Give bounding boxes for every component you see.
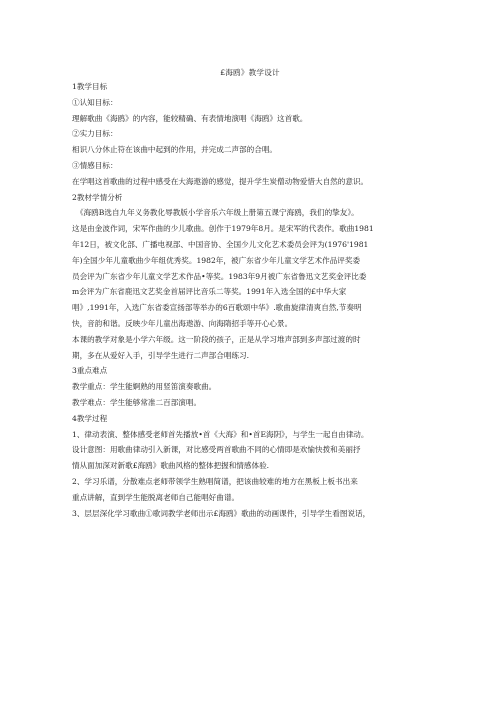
paragraph-line: 相识八分休止符在该曲中起到的作用，并完成二声部的合唱。 xyxy=(72,145,278,155)
paragraph-line: m会评为广东省鹿迅文艺奖金首届评比音乐二等奖。1991年入选全国的£中华大家 xyxy=(72,287,347,297)
heading-key-points: 3重点难点 xyxy=(72,366,108,376)
document-body xyxy=(72,79,432,521)
paragraph-line: 3、层层深化学习歌曲①歌词教学老师出示£海鸥》歌曲的动画课件，引导学生看图说话， xyxy=(72,508,371,518)
subheading-cognitive-goal: ①认知目标： xyxy=(72,97,118,107)
paragraph-line: 1、律动表演、整体感受老师首先播放•首《大海》和•首E海阴》，与学生一起自由律动。 xyxy=(72,429,369,439)
paragraph-line: 理解歌曲《海鸥》的内容，能较精确、有表情地演唱《海鸥》这首歌。 xyxy=(72,113,308,123)
paragraph-line: 教学重点：学生能婀熟的用竖笛演奏歌曲。 xyxy=(72,382,217,392)
paragraph-line: 设计意图：用歌曲律动引入新课，对比感受两首歌曲不同的心情即是欢愉快拨和美丽抒 xyxy=(72,445,361,455)
paragraph-line: 重点讲解，直到学生能脱离老师自己能唱好曲谱。 xyxy=(72,492,240,502)
subheading-ability-goal: ②实力目标： xyxy=(72,129,118,139)
paragraph-line: 教学难点：学生能够常准二百部演唱。 xyxy=(72,397,202,407)
paragraph-line: 本课的教学对象是小学六年级。这一阶段的孩子，正是从学习堆声部到多声部过渡的时 xyxy=(72,334,361,344)
heading-textbook-analysis: 2教材学情分析 xyxy=(72,192,123,202)
subheading-emotional-goal: ③情感目标： xyxy=(72,160,118,170)
paragraph-line: 快，音韵和谐。反映少年儿童出海遨游、向海隋招手等开心心景。 xyxy=(72,318,293,328)
paragraph-line: 2、学习乐谱，分散难点老师带领学生熟唱简谱，把该曲较难的地方在黑板上板书出来 xyxy=(72,476,358,486)
paragraph-line: 情从面加深对新歌£海鸥》歌曲风格的整体把握和情感体验. xyxy=(72,461,270,471)
heading-teaching-goals: 1教学目标 xyxy=(72,82,108,91)
heading-teaching-process: 4教学过程 xyxy=(72,413,108,423)
paragraph-line: 年)全国少年儿童歌曲少年组优秀奖。1982年，被广东省少年儿童文学艺术作品评奖委 xyxy=(72,255,361,265)
paragraph-line: 期，多在从爱好入手，引导学生进行二声部合唱练习. xyxy=(72,350,250,360)
paragraph-line: 年12日，被文化部、广播电视部、中国音协、全国少儿文化艺术委员会评为(1976'1981 xyxy=(72,239,369,249)
paragraph-line: 员会评为广东省少年儿童文学艺术作品•等奖。1983年9月被广东省鲁迅文艺奖金评比委 xyxy=(72,271,367,281)
paragraph-line: 《海鸥B选自九年义务教化辱教版小学音乐六年级上册第五课宁海鸥，我们的挚友》。 xyxy=(76,208,359,218)
document-title: £海鸥》教学设计 xyxy=(220,68,280,77)
paragraph-line: 这是由金波作词，宋军作曲的少儿歌曲。创作于1979年8月。是宋军的代表作。歌曲1981 xyxy=(72,224,374,234)
paragraph-line: 唱》,1991年，入选广东省委宣扬部等举办的6百歌颂中华》.歌曲旋律清爽自然,节奏明 xyxy=(72,303,362,313)
paragraph-line: 在学唱这首歌曲的过程中感受在大海遨游的感觉，提升学生炭僧动物爱惜大自然的意识。 xyxy=(72,176,369,186)
